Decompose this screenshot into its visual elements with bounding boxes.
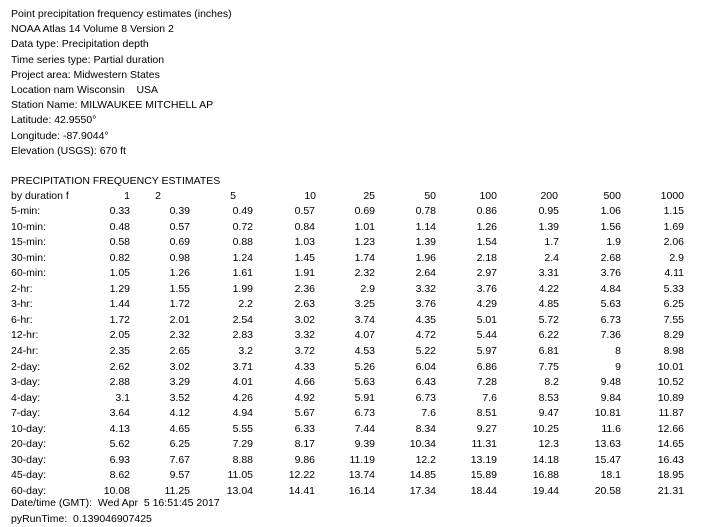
table-cell: 16.88 (532, 469, 559, 482)
row-label: 3-day: (11, 376, 41, 389)
table-cell: 9.39 (354, 438, 375, 451)
table-cell: 11.25 (164, 484, 190, 497)
row-label: 15-min: (11, 236, 47, 249)
table-cell: 11.19 (349, 453, 375, 466)
table-cell: 18.95 (657, 469, 684, 482)
table-cell: 3.2 (238, 344, 253, 357)
table-cell: 1.74 (354, 251, 375, 264)
table-cell: 8.53 (538, 391, 559, 404)
table-cell: 5.44 (476, 329, 497, 342)
row-label: 60-day: (11, 484, 47, 497)
table-cell: 1.91 (294, 267, 315, 280)
table-cell: 4.65 (169, 422, 190, 435)
table-cell: 8.51 (476, 407, 497, 420)
table-cell: 5.22 (415, 344, 436, 357)
table-cell: 4.29 (476, 298, 497, 311)
table-cell: 6.73 (354, 407, 375, 420)
table-cell: 0.58 (109, 236, 130, 249)
table-cell: 3.32 (294, 329, 315, 342)
table-cell: 6.04 (415, 360, 436, 373)
table-cell: 1.39 (538, 220, 559, 233)
table-cell: 7.44 (354, 422, 375, 435)
row-label: 45-day: (11, 469, 47, 482)
table-cell: 3.32 (415, 282, 436, 295)
table-cell: 6.25 (663, 298, 684, 311)
table-cell: 2.32 (169, 329, 190, 342)
table-cell: 12.2 (415, 453, 436, 466)
table-cell: 4.13 (109, 422, 130, 435)
table-cell: 0.86 (476, 205, 497, 217)
table-cell: 7.29 (232, 438, 253, 451)
table-cell: 10.34 (409, 438, 436, 451)
table-cell: 2.18 (476, 251, 497, 264)
table-corner-label: by duration f (11, 190, 69, 202)
table-cell: 17.34 (409, 484, 436, 497)
table-cell: 0.84 (294, 220, 315, 233)
table-cell: 3.02 (169, 360, 190, 373)
table-cell: 6.25 (169, 438, 190, 451)
table-cell: 1.69 (663, 220, 684, 233)
table-cell: 2.65 (169, 344, 190, 357)
table-cell: 5.97 (476, 344, 497, 357)
table-cell: 5.01 (476, 313, 497, 326)
header-line: Point precipitation frequency estimates (inches) (11, 8, 232, 20)
table-cell: 3.02 (294, 313, 315, 326)
table-cell: 7.28 (476, 376, 497, 389)
table-cell: 8 (615, 344, 621, 357)
table-cell: 8.98 (663, 344, 684, 357)
table-cell: 8.29 (663, 329, 684, 342)
table-cell: 1.44 (109, 298, 130, 311)
table-cell: 9.84 (600, 391, 621, 404)
table-cell: 4.11 (664, 267, 684, 280)
table-cell: 15.47 (594, 453, 621, 466)
table-cell: 6.33 (294, 422, 315, 435)
table-cell: 4.66 (294, 376, 315, 389)
table-cell: 4.07 (354, 329, 375, 342)
row-label: 6-hr: (11, 313, 33, 326)
column-header: 1000 (660, 190, 684, 202)
table-cell: 9 (615, 360, 621, 373)
table-cell: 2.88 (109, 376, 130, 389)
table-cell: 7.6 (421, 407, 436, 420)
row-label: 30-min: (11, 251, 47, 264)
table-cell: 19.44 (532, 484, 559, 497)
table-cell: 12.22 (288, 469, 315, 482)
table-cell: 9.27 (476, 422, 497, 435)
table-cell: 5.26 (354, 360, 375, 373)
table-cell: 0.49 (232, 205, 253, 217)
table-cell: 2.4 (544, 251, 559, 264)
table-cell: 2.05 (109, 329, 130, 342)
table-cell: 6.73 (600, 313, 621, 326)
table-cell: 0.98 (169, 251, 190, 264)
row-label: 7-day: (11, 407, 41, 420)
table-cell: 4.35 (415, 313, 436, 326)
table-cell: 2.68 (600, 251, 621, 264)
table-cell: 10.89 (657, 391, 684, 404)
row-label: 12-hr: (11, 329, 39, 342)
table-cell: 0.33 (109, 205, 130, 217)
table-cell: 6.22 (538, 329, 559, 342)
table-cell: 15.89 (470, 469, 497, 482)
table-cell: 3.1 (115, 391, 130, 404)
table-cell: 0.95 (538, 205, 559, 217)
table-cell: 1.45 (294, 251, 315, 264)
table-cell: 10.08 (103, 484, 130, 497)
header-line: Elevation (USGS): 670 ft (11, 144, 126, 157)
table-cell: 3.72 (294, 344, 315, 357)
table-cell: 1.14 (415, 220, 436, 233)
table-cell: 1.15 (663, 205, 684, 217)
header-line: Time series type: Partial duration (11, 53, 165, 66)
table-cell: 13.63 (594, 438, 621, 451)
table-cell: 2.06 (663, 236, 684, 249)
table-cell: 2.35 (109, 344, 130, 357)
table-cell: 0.78 (415, 205, 436, 217)
table-cell: 4.85 (538, 298, 559, 311)
header-line: Data type: Precipitation depth (11, 38, 149, 51)
table-cell: 8.17 (294, 438, 315, 451)
table-cell: 5.63 (600, 298, 621, 311)
header-line: Project area: Midwestern States (11, 68, 160, 81)
table-cell: 0.88 (232, 236, 253, 249)
table-cell: 1.72 (169, 298, 190, 311)
row-label: 10-min: (11, 220, 47, 233)
table-cell: 1.55 (169, 282, 190, 295)
table-cell: 14.65 (657, 438, 684, 451)
table-cell: 1.9 (606, 236, 621, 249)
table-cell: 1.7 (544, 236, 559, 249)
table-cell: 6.43 (415, 376, 436, 389)
table-cell: 16.14 (348, 484, 375, 497)
table-cell: 0.57 (169, 220, 190, 233)
table-cell: 6.93 (109, 453, 130, 466)
row-label: 5-min: (11, 205, 41, 217)
table-cell: 7.67 (169, 453, 190, 466)
table-cell: 0.82 (109, 251, 130, 264)
table-cell: 1.06 (600, 205, 621, 217)
table-cell: 11.6 (601, 422, 621, 435)
table-cell: 2.32 (354, 267, 375, 280)
table-cell: 11.31 (471, 438, 497, 451)
footer-line: pyRunTime: 0.139046907425 (11, 512, 152, 525)
column-header: 5 (230, 190, 236, 202)
table-cell: 1.56 (600, 220, 621, 233)
table-cell: 1.26 (476, 220, 497, 233)
table-cell: 11.05 (227, 469, 253, 482)
table-cell: 4.94 (232, 407, 253, 420)
table-cell: 0.48 (109, 220, 130, 233)
table-cell: 0.72 (232, 220, 253, 233)
column-header: 100 (479, 190, 497, 202)
table-cell: 1.01 (354, 220, 375, 233)
table-cell: 7.36 (600, 329, 621, 342)
table-cell: 4.72 (415, 329, 436, 342)
table-cell: 2.62 (109, 360, 130, 373)
table-title: PRECIPITATION FREQUENCY ESTIMATES (11, 175, 221, 187)
table-cell: 10.25 (532, 422, 559, 435)
table-cell: 16.43 (657, 453, 684, 466)
table-cell: 10.01 (657, 360, 684, 373)
table-cell: 2.97 (476, 267, 497, 280)
column-header: 50 (424, 190, 436, 202)
header-line: NOAA Atlas 14 Volume 8 Version 2 (11, 23, 174, 36)
table-cell: 12.3 (538, 438, 559, 451)
table-cell: 0.69 (169, 236, 190, 249)
table-cell: 4.12 (169, 407, 190, 420)
table-cell: 4.33 (294, 360, 315, 373)
header-line: Location nam Wisconsin USA (11, 84, 159, 96)
table-cell: 0.39 (169, 205, 190, 217)
table-cell: 21.31 (657, 484, 684, 497)
table-cell: 3.71 (232, 360, 253, 373)
table-cell: 9.57 (169, 469, 190, 482)
table-cell: 3.76 (476, 282, 497, 295)
table-cell: 1.26 (169, 267, 190, 280)
table-cell: 1.03 (294, 236, 315, 249)
table-cell: 5.91 (354, 391, 375, 404)
table-cell: 5.55 (232, 422, 253, 435)
table-cell: 1.54 (476, 236, 497, 249)
table-cell: 7.55 (663, 313, 684, 326)
table-cell: 4.01 (232, 376, 253, 389)
table-cell: 3.31 (538, 267, 559, 280)
row-label: 30-day: (11, 453, 47, 466)
row-label: 24-hr: (11, 344, 39, 357)
column-header: 10 (304, 190, 316, 202)
table-cell: 11.87 (658, 407, 684, 420)
table-cell: 2.36 (294, 282, 315, 295)
table-cell: 9.47 (538, 407, 559, 420)
table-cell: 1.72 (109, 313, 130, 326)
table-cell: 8.88 (232, 453, 253, 466)
header-line: Latitude: 42.9550° (11, 114, 97, 127)
table-cell: 14.18 (532, 453, 559, 466)
table-cell: 10.81 (594, 407, 621, 420)
table-cell: 3.76 (415, 298, 436, 311)
table-cell: 9.86 (294, 453, 315, 466)
table-cell: 2.63 (294, 298, 315, 311)
table-cell: 1.29 (109, 282, 130, 295)
table-cell: 4.84 (600, 282, 621, 295)
table-cell: 4.26 (232, 391, 253, 404)
table-cell: 5.62 (109, 438, 130, 451)
table-cell: 6.81 (538, 344, 559, 357)
table-cell: 10.52 (657, 376, 684, 389)
table-cell: 8.62 (109, 469, 130, 482)
column-header: 200 (540, 190, 558, 202)
table-cell: 5.72 (538, 313, 559, 326)
column-header: 1 (124, 190, 130, 202)
table-cell: 1.96 (415, 251, 436, 264)
row-label: 20-day: (11, 438, 47, 451)
table-cell: 20.58 (594, 484, 621, 497)
table-cell: 2.83 (232, 329, 253, 342)
table-cell: 1.24 (232, 251, 253, 264)
column-header: 2 (155, 190, 161, 202)
table-cell: 18.1 (600, 469, 621, 482)
row-label: 2-day: (11, 360, 41, 373)
table-cell: 3.76 (600, 267, 621, 280)
footer-line: Date/time (GMT): Wed Apr 5 16:51:45 2017 (11, 497, 220, 510)
table-cell: 14.85 (409, 469, 436, 482)
column-header: 500 (603, 190, 621, 202)
table-cell: 4.92 (294, 391, 315, 404)
table-cell: 1.05 (109, 267, 130, 280)
row-label: 4-day: (11, 391, 41, 404)
header-line: Station Name: MILWAUKEE MITCHELL AP (11, 99, 214, 112)
column-header: 25 (363, 190, 375, 202)
table-cell: 5.33 (663, 282, 684, 295)
row-label: 10-day: (11, 422, 47, 435)
table-cell: 12.66 (657, 422, 684, 435)
header-line: Longitude: -87.9044° (11, 129, 109, 142)
table-cell: 3.52 (169, 391, 190, 404)
table-cell: 9.48 (600, 376, 621, 389)
table-cell: 1.39 (415, 236, 436, 249)
table-cell: 2.54 (232, 313, 253, 326)
table-cell: 3.29 (169, 376, 190, 389)
table-cell: 5.67 (294, 407, 315, 420)
table-cell: 3.74 (354, 313, 375, 326)
row-label: 2-hr: (11, 282, 33, 295)
table-cell: 2.9 (360, 282, 375, 295)
table-cell: 13.04 (226, 484, 253, 497)
table-cell: 2.9 (669, 251, 684, 264)
table-cell: 0.69 (354, 205, 375, 217)
table-cell: 4.22 (538, 282, 559, 295)
table-cell: 7.6 (482, 391, 497, 404)
table-cell: 18.44 (470, 484, 497, 497)
table-cell: 6.73 (415, 391, 436, 404)
table-cell: 5.63 (354, 376, 375, 389)
row-label: 60-min: (11, 267, 47, 280)
table-cell: 6.86 (476, 360, 497, 373)
table-cell: 8.34 (415, 422, 436, 435)
table-cell: 1.61 (232, 267, 253, 280)
table-cell: 2.2 (238, 298, 253, 311)
table-cell: 0.57 (294, 205, 315, 217)
table-cell: 2.64 (415, 267, 436, 280)
table-cell: 4.53 (354, 344, 375, 357)
table-cell: 13.19 (470, 453, 497, 466)
table-cell: 2.01 (169, 313, 190, 326)
table-cell: 3.25 (354, 298, 375, 311)
table-cell: 8.2 (544, 376, 559, 389)
table-cell: 1.23 (354, 236, 375, 249)
table-cell: 7.75 (538, 360, 559, 373)
table-cell: 13.74 (348, 469, 375, 482)
table-cell: 14.41 (288, 484, 315, 497)
row-label: 3-hr: (11, 298, 33, 311)
table-cell: 1.99 (232, 282, 253, 295)
table-cell: 3.64 (109, 407, 130, 420)
